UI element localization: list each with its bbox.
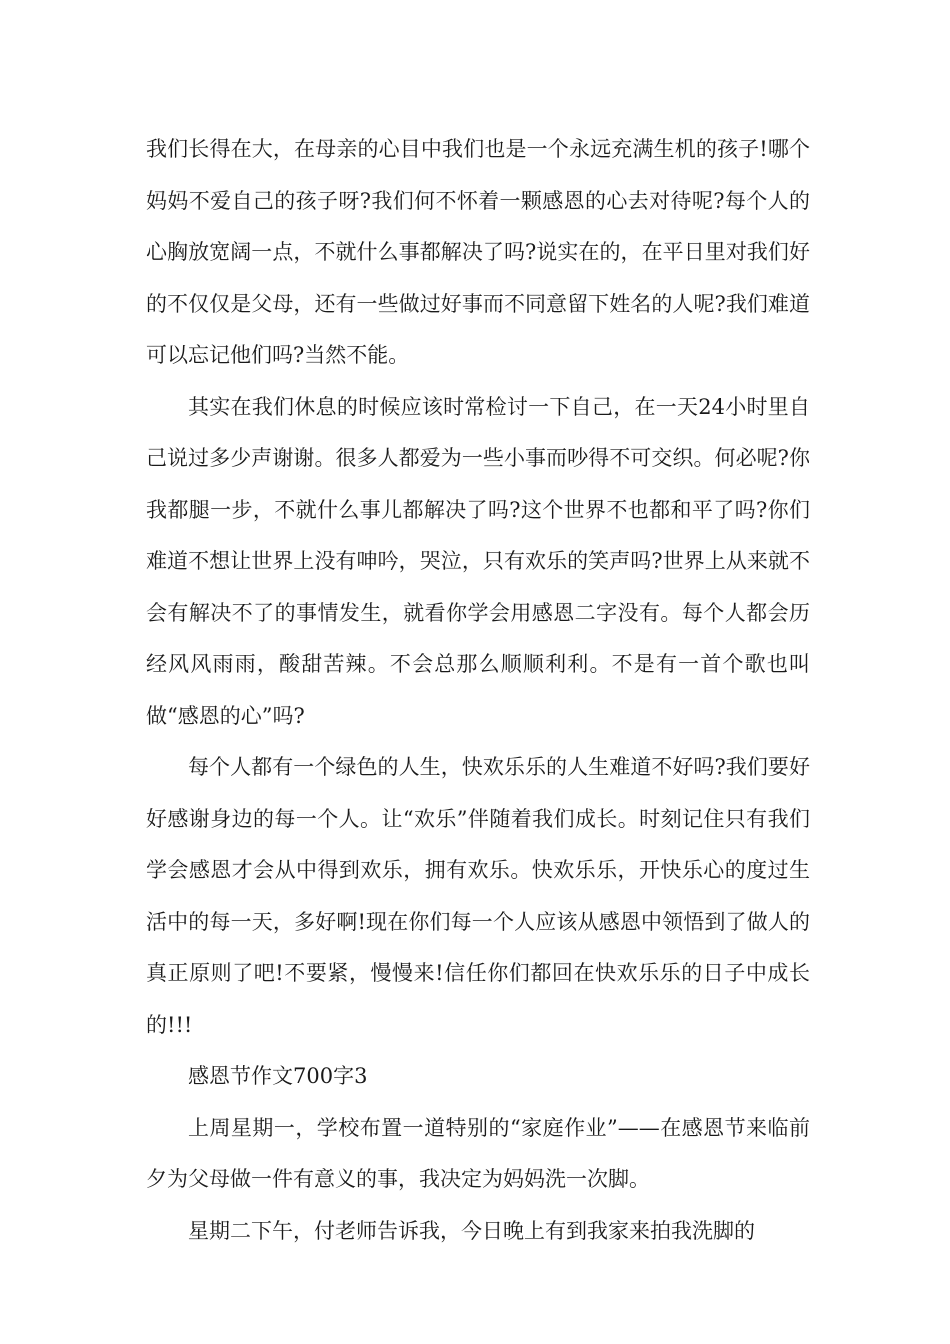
- paragraph-5: 星期二下午，付老师告诉我，今日晚上有到我家来拍我洗脚的: [188, 1218, 755, 1243]
- document-body: [146, 124, 810, 1257]
- paragraph-2: 其实在我们休息的时候应该时常检讨一下自己，在一天24小时里自己说过多少声谢谢。很多人都爱为一些小事而吵得不可交织。何必呢?你我都腿一步，不就什么事儿都解决了吗?这个世界不也都和平了吗?你们难道不想让世界上没有呻吟，哭泣，只有欢乐的笑声吗?世界上从来就不会有解决不了的事情发生，就看你学会用感恩二字没有。每个人都会历经风风雨雨，酸甜苦辣。不会总那么顺顺利利。不是有一首个歌也叫做“感恩的心”吗?: [146, 394, 810, 728]
- paragraph-4: 上周星期一，学校布置一道特别的“家庭作业”——在感恩节来临前夕为父母做一件有意义的事，我决定为妈妈洗一次脚。: [146, 1115, 810, 1191]
- section-heading: 感恩节作文700字3: [188, 1064, 368, 1088]
- paragraph-1: 我们长得在大，在母亲的心目中我们也是一个永远充满生机的孩子!哪个妈妈不爱自己的孩子呀?我们何不怀着一颗感恩的心去对待呢?每个人的心胸放宽阔一点，不就什么事都解决了吗?说实在的，在平日里对我们好的不仅仅是父母，还有一些做过好事而不同意留下姓名的人呢?我们难道可以忘记他们吗?当然不能。: [146, 137, 810, 367]
- paragraph-3: 每个人都有一个绿色的人生，快欢乐乐的人生难道不好吗?我们要好好感谢身边的每一个人。让“欢乐”伴随着我们成长。时刻记住只有我们学会感恩才会从中得到欢乐，拥有欢乐。快欢乐乐，开快乐心的度过生活中的每一天，多好啊!现在你们每一个人应该从感恩中领悟到了做人的真正原则了吧!不要紧，慢慢来!信任你们都回在快欢乐乐的日子中成长的!!!: [146, 755, 810, 1037]
